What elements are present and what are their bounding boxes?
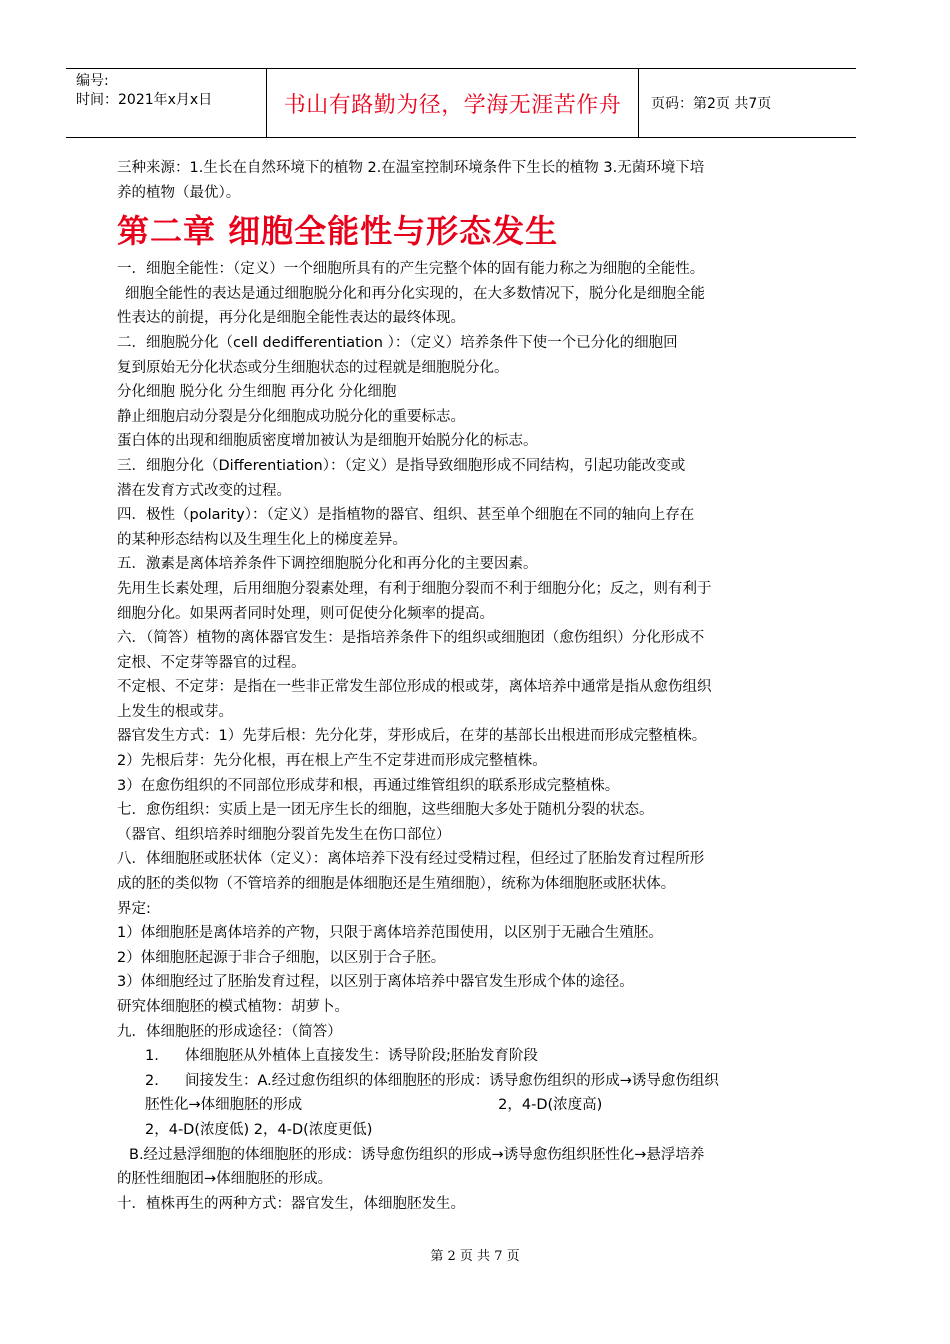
intro-line-1: 三种来源：1.生长在自然环境下的植物 2.在温室控制环境条件下生长的植物 3.无菌环境下培 xyxy=(117,160,705,176)
body-line: 先用生长素处理，后用细胞分裂素处理，有利于细胞分裂而不利于细胞分化；反之，则有利于 xyxy=(117,580,712,597)
page-header xyxy=(66,68,856,138)
body-line: 三．细胞分化（Differentiation）：（定义）是指导致细胞形成不同结构，引起功能改变或 xyxy=(117,457,686,474)
body-line: （器官、组织培养时细胞分裂首先发生在伤口部位） xyxy=(117,826,451,843)
body-line: 二．细胞脱分化（cell dedifferentiation ）：（定义）培养条件下使一个已分化的细胞回 xyxy=(117,334,678,351)
page-footer: 第 2 页 共 7 页 xyxy=(430,1249,520,1264)
body-line: 2）先根后芽：先分化根，再在根上产生不定芽进而形成完整植株。 xyxy=(117,753,547,770)
body-line: 1）体细胞胚是离体培养的产物，只限于离体培养范围使用，以区别于无融合生殖胚。 xyxy=(117,925,663,942)
body-line: 七．愈伤组织：实质上是一团无序生长的细胞，这些细胞大多处于随机分裂的状态。 xyxy=(117,802,654,819)
list-item-2-cont-text: 胚性化→体细胞胚的形成 xyxy=(145,1097,303,1114)
body-line: 不定根、不定芽：是指在一些非正常发生部位形成的根或芽，离体培养中通常是指从愈伤组织 xyxy=(117,679,712,696)
list-item-1-text: 体细胞胚从外植体上直接发生：诱导阶段;胚胎发育阶段 xyxy=(185,1048,538,1065)
list-item-1 xyxy=(117,1044,817,1069)
body-line: 器官发生方式：1）先芽后根：先分化芽，芽形成后，在芽的基部长出根进而形成完整植株。 xyxy=(117,728,707,745)
body-line: 潜在发育方式改变的过程。 xyxy=(117,482,291,499)
body-line: 蛋白体的出现和细胞质密度增加被认为是细胞开始脱分化的标志。 xyxy=(117,433,538,450)
body-line: 3）在愈伤组织的不同部位形成芽和根，再通过维管组织的联系形成完整植株。 xyxy=(117,777,620,794)
body-line: 界定: xyxy=(117,900,151,917)
chapter-title: 第二章 细胞全能性与形态发生 xyxy=(117,212,559,251)
body-line: 性表达的前提，再分化是细胞全能性表达的最终体现。 xyxy=(117,310,465,327)
document-number-label: 编号: xyxy=(76,73,109,89)
body-line: 五．激素是离体培养条件下调控细胞脱分化和再分化的主要因素。 xyxy=(117,556,538,573)
body-line: 2）体细胞胚起源于非合子细胞，以区别于合子胚。 xyxy=(117,949,446,966)
header-motto: 书山有路勤为径，学海无涯苦作舟 xyxy=(266,69,639,137)
list-item-2-note-2: 2，4-D(浓度低) 2，4-D(浓度更低) xyxy=(145,1121,373,1138)
body-line: 细胞分化。如果两者同时处理，则可促使分化频率的提高。 xyxy=(117,605,494,622)
body-line: 3）体细胞经过了胚胎发育过程，以区别于离体培养中器官发生形成个体的途径。 xyxy=(117,974,634,991)
list-item-2-number: 2. xyxy=(145,1072,159,1089)
body-line: 复到原始无分化状态或分生细胞状态的过程就是细胞脱分化。 xyxy=(117,359,509,376)
header-meta xyxy=(66,69,266,137)
list-item-2-text: 间接发生：A.经过愈伤组织的体细胞胚的形成：诱导愈伤组织的形成→诱导愈伤组织 xyxy=(185,1072,719,1089)
list-item-1-number: 1. xyxy=(145,1048,159,1065)
tail-line: B.经过悬浮细胞的体细胞胚的形成：诱导愈伤组织的形成→诱导愈伤组织胚性化→悬浮培养 xyxy=(129,1146,705,1163)
document-time-label: 时间：2021年x月x日 xyxy=(76,92,213,108)
body-line: 九．体细胞胚的形成途径：（简答） xyxy=(117,1023,342,1040)
document-body xyxy=(117,156,817,1216)
body-line: 上发生的根或芽。 xyxy=(117,703,233,720)
body-line: 的某种形态结构以及生理生化上的梯度差异。 xyxy=(117,531,407,548)
body-line: 一．细胞全能性：（定义）一个细胞所具有的产生完整个体的固有能力称之为细胞的全能性。 xyxy=(117,261,705,278)
body-line: 成的胚的类似物（不管培养的细胞是体细胞还是生殖细胞），统称为体细胞胚或胚状体。 xyxy=(117,876,676,893)
body-line: 四．极性（polarity）：（定义）是指植物的器官、组织、甚至单个细胞在不同的轴向上存在 xyxy=(117,507,695,524)
list-item-2 xyxy=(117,1069,817,1094)
intro-line-2: 养的植物（最优）。 xyxy=(117,184,241,201)
body-line: 分化细胞 脱分化 分生细胞 再分化 分化细胞 xyxy=(117,384,397,401)
list-item-2-note-1: 2，4-D(浓度高) xyxy=(498,1097,603,1114)
body-line: 静止细胞启动分裂是分化细胞成功脱分化的重要标志。 xyxy=(117,408,465,425)
tail-line: 的胚性细胞团→体细胞胚的形成。 xyxy=(117,1171,333,1188)
body-line: 八．体细胞胚或胚状体（定义）：离体培养下没有经过受精过程，但经过了胚胎发育过程所形 xyxy=(117,851,705,868)
body-line: 六．（简答）植物的离体器官发生：是指培养条件下的组织或细胞团（愈伤组织）分化形成不 xyxy=(117,630,705,647)
body-line: 定根、不定芽等器官的过程。 xyxy=(117,654,306,671)
body-line: 细胞全能性的表达是通过细胞脱分化和再分化实现的，在大多数情况下，脱分化是细胞全能 xyxy=(125,285,705,302)
header-page-info: 页码：第2页 共7页 xyxy=(651,96,772,112)
list-item-2-continuation xyxy=(117,1093,817,1118)
body-line: 研究体细胞胚的模式植物：胡萝卜。 xyxy=(117,999,349,1015)
tail-line: 十．植株再生的两种方式：器官发生，体细胞胚发生。 xyxy=(117,1195,465,1212)
